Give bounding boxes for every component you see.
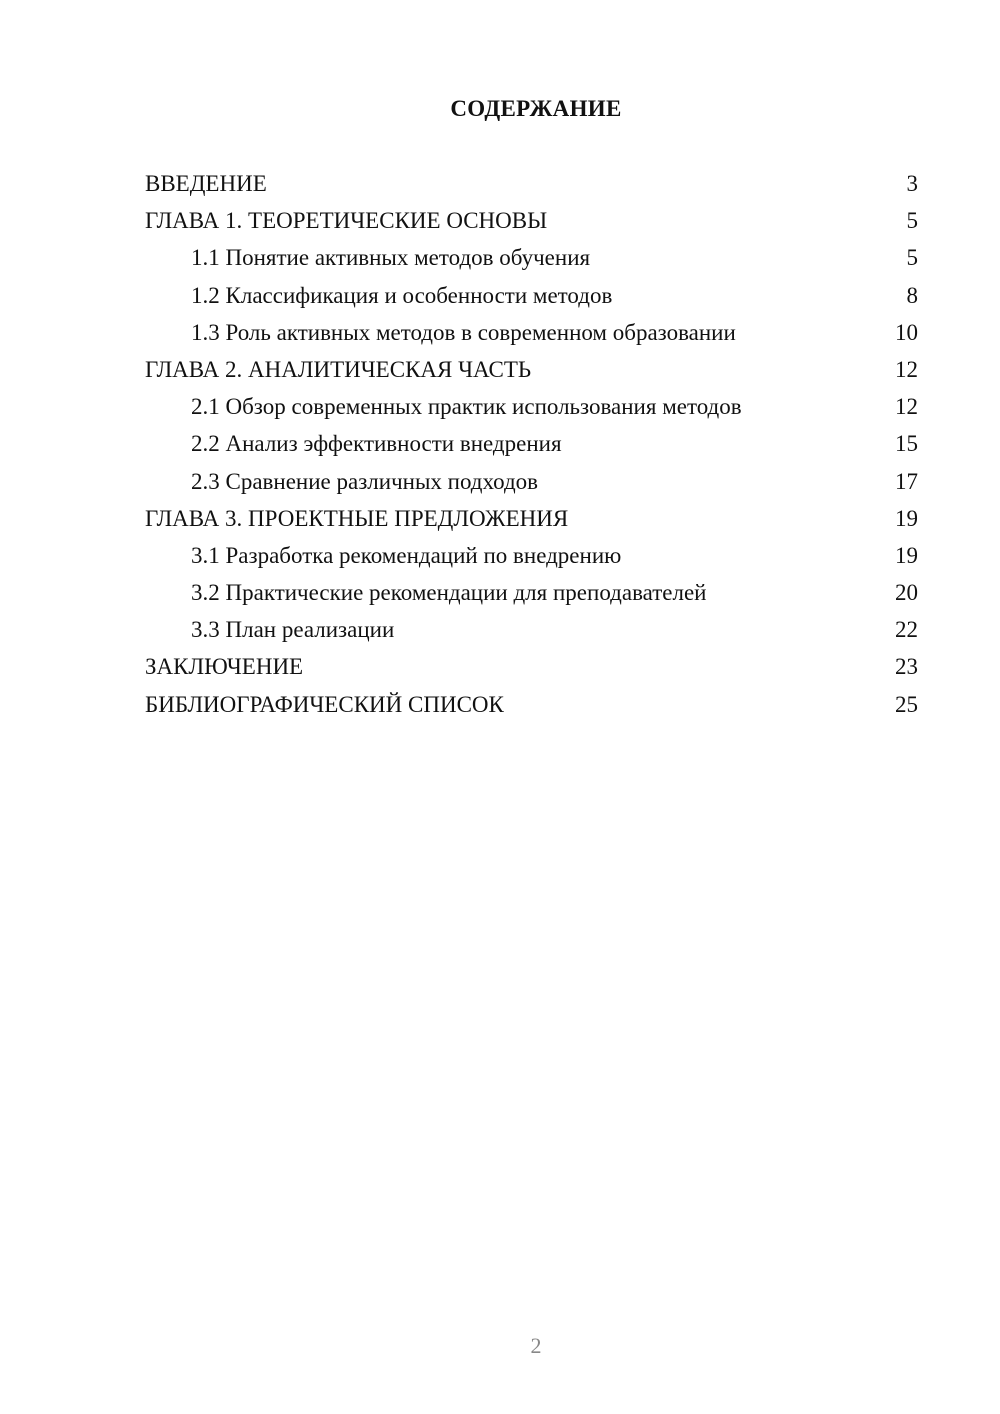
table-of-contents (145, 165, 918, 723)
toc-entry-section-3-1 (145, 537, 918, 574)
toc-entry-page: 5 (906, 245, 918, 271)
toc-entry-page: 19 (895, 542, 918, 568)
toc-entry-label: БИБЛИОГРАФИЧЕСКИЙ СПИСОК (145, 691, 504, 717)
toc-entry-label: ГЛАВА 3. ПРОЕКТНЫЕ ПРЕДЛОЖЕНИЯ (145, 505, 569, 531)
toc-entry-page: 20 (895, 580, 918, 606)
toc-entry-conclusion (145, 648, 918, 685)
toc-entry-label: 1.2 Классификация и особенности методов (191, 282, 613, 308)
toc-entry-page: 22 (895, 617, 918, 643)
toc-entry-section-2-3 (145, 463, 918, 500)
toc-entry-page: 5 (906, 208, 918, 234)
toc-entry-label: 3.1 Разработка рекомендаций по внедрению (191, 542, 622, 568)
toc-entry-page: 8 (906, 282, 918, 308)
toc-entry-section-2-2 (145, 425, 918, 462)
toc-entry-section-1-3 (145, 314, 918, 351)
toc-entry-label: 3.2 Практические рекомендации для преподавателей (191, 580, 707, 606)
toc-entry-page: 23 (895, 654, 918, 680)
toc-entry-chapter-3 (145, 500, 918, 537)
toc-entry-label: 1.1 Понятие активных методов обучения (191, 245, 591, 271)
toc-entry-page: 10 (895, 319, 918, 345)
toc-entry-page: 15 (895, 431, 918, 457)
toc-entry-label: ЗАКЛЮЧЕНИЕ (145, 654, 304, 680)
toc-entry-label: ВВЕДЕНИЕ (145, 171, 267, 196)
toc-entry-label: ГЛАВА 2. АНАЛИТИЧЕСКАЯ ЧАСТЬ (145, 356, 532, 382)
page-title: СОДЕРЖАНИЕ (450, 96, 622, 121)
toc-entry-section-1-2 (145, 277, 918, 314)
toc-entry-section-2-1 (145, 388, 918, 425)
toc-entry-introduction (145, 165, 918, 202)
toc-entry-page: 19 (895, 505, 918, 531)
toc-entry-label: 2.1 Обзор современных практик использования методов (191, 394, 742, 420)
toc-entry-page: 3 (906, 171, 918, 196)
toc-entry-label: 3.3 План реализации (191, 617, 395, 643)
toc-entry-bibliography (145, 686, 918, 723)
toc-entry-page: 12 (895, 356, 918, 382)
toc-entry-label: 1.3 Роль активных методов в современном образовании (191, 319, 736, 345)
toc-entry-section-3-3 (145, 611, 918, 648)
page-number: 2 (530, 1333, 542, 1358)
toc-entry-chapter-1 (145, 202, 918, 239)
toc-entry-section-3-2 (145, 574, 918, 611)
toc-entry-label: ГЛАВА 1. ТЕОРЕТИЧЕСКИЕ ОСНОВЫ (145, 208, 548, 234)
toc-entry-label: 2.2 Анализ эффективности внедрения (191, 431, 562, 457)
toc-entry-section-1-1 (145, 239, 918, 276)
toc-entry-page: 17 (895, 468, 918, 494)
toc-entry-chapter-2 (145, 351, 918, 388)
toc-entry-page: 12 (895, 394, 918, 420)
toc-entry-label: 2.3 Сравнение различных подходов (191, 468, 539, 494)
toc-entry-page: 25 (895, 691, 918, 717)
